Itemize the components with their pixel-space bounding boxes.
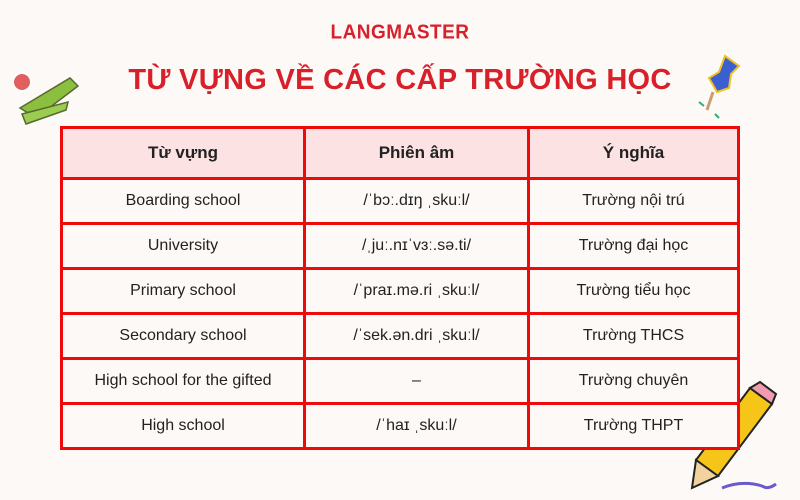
vocabulary-cell: High school for the gifted [62,359,305,404]
meaning-cell: Trường tiểu học [529,269,739,314]
meaning-cell: Trường THPT [529,404,739,449]
pronunciation-cell: /ˈbɔː.dɪŋ ˌskuːl/ [305,179,529,224]
vocabulary-cell: Primary school [62,269,305,314]
stapler-icon [8,68,88,128]
pronunciation-cell: – [305,359,529,404]
vocabulary-table [60,126,740,450]
page-title: TỪ VỰNG VỀ CÁC CẤP TRƯỜNG HỌC [128,64,672,96]
table-row [62,179,739,224]
meaning-cell: Trường đại học [529,224,739,269]
pronunciation-cell: /ˈsek.ən.dri ˌskuːl/ [305,314,529,359]
table-row [62,314,739,359]
pronunciation-cell: /ˈpraɪ.mə.ri ˌskuːl/ [305,269,529,314]
column-header-meaning: Ý nghĩa [529,128,739,179]
table-row [62,404,739,449]
meaning-cell: Trường nội trú [529,179,739,224]
table-row [62,224,739,269]
meaning-cell: Trường chuyên [529,359,739,404]
vocabulary-cell: Boarding school [62,179,305,224]
vocabulary-cell: Secondary school [62,314,305,359]
vocabulary-cell: High school [62,404,305,449]
column-header-vocabulary: Từ vựng [62,128,305,179]
brand-logo: LANGMASTER [330,21,470,44]
table-row [62,359,739,404]
table-header-row [62,128,739,179]
pushpin-icon [695,52,745,122]
meaning-cell: Trường THCS [529,314,739,359]
vocabulary-cell: University [62,224,305,269]
table-row [62,269,739,314]
pronunciation-cell: /ˌjuː.nɪˈvɜː.sə.ti/ [305,224,529,269]
pronunciation-cell: /ˈhaɪ ˌskuːl/ [305,404,529,449]
column-header-pronunciation: Phiên âm [305,128,529,179]
